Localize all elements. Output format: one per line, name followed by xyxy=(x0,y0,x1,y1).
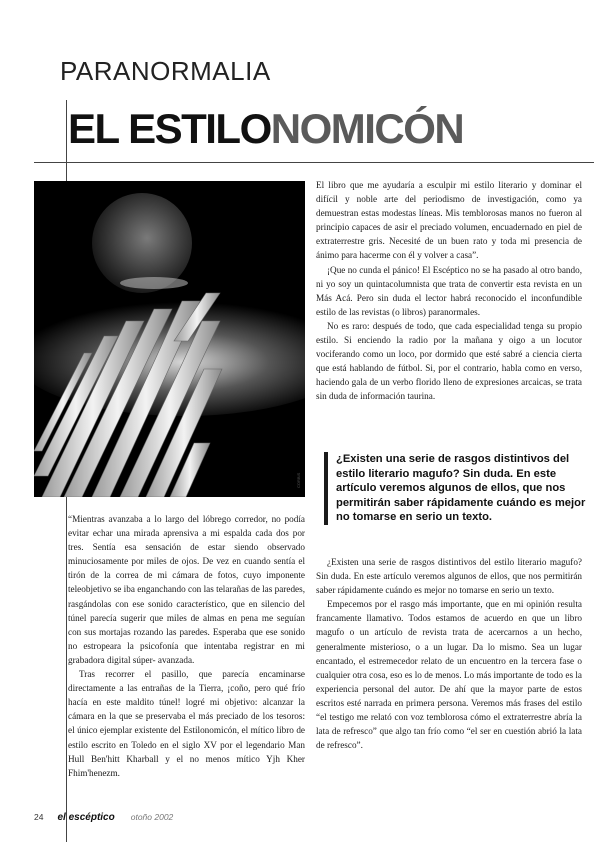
page-footer xyxy=(34,812,334,823)
section-heading: PARANORMALIA xyxy=(60,56,271,86)
article-column-left xyxy=(68,512,305,780)
body-paragraph: ¿Existen una serie de rasgos distintivos del estilo literario magufo? Sin duda. En este artículo veremos algunos de ellos, que nos permitirán saber rápidamente cuándo es mejor no tomarse en serio un texto. xyxy=(316,557,582,596)
page-number: 24 xyxy=(34,812,44,822)
body-paragraph: El libro que me ayudaría a esculpir mi estilo literario y dominar el difícil y noble arte del periodismo de investigación, como ya demuestran estas modestas líneas. Mis temblorosas manos no fueron al principio capaces de asir el preciado volumen, encuadernado en piel de extraterrestre gris. Necesité de un buen rato y toda mi presencia de ánimo para hacerme con él y volver a casa”. xyxy=(316,180,582,261)
magazine-name: el escéptico xyxy=(57,812,115,823)
pull-quote: ¿Existen una serie de rasgos distintivos del estilo literario magufo? Sin duda. En este artículo veremos algunos de ellos, que nos permitirán saber rápidamente cuándo es mejor no tomarse en serio un texto. xyxy=(324,452,595,525)
photo-credit: CORBIS xyxy=(296,472,301,488)
photo-illustration xyxy=(34,181,305,497)
title-part-dark: EL ESTILO xyxy=(68,105,271,152)
body-paragraph: Empecemos por el rasgo más importante, que en mi opinión resulta francamente llamativo. Todos estamos de acuerdo en que un libro magufo o un artículo de revista trata de acercarnos a un hecho, generalmente misterioso, o a un lugar. Da lo mismo. Sea un lugar encantado, el estremecedor relato de un encuentro en la tercera fase o cualquier otra cosa, eso es lo de menos. Lo más importante de todo es la experiencia personal del autor. De ahí que la mayor parte de estos escritos esté narrada en primera persona. Veremos más frases del estilo “el testigo me relató con voz temblorosa cómo el extraterrestre abría la lata de refresco” que algo tan frío como “el ser en cuestión abrió la lata de refresco”. xyxy=(316,599,582,751)
body-paragraph: Tras recorrer el pasillo, que parecía encaminarse directamente a las entrañas de la Tierra, ¡coño, pero qué frío hacía en este maldito túnel! logré mi objetivo: alcanzar la cámara en la que se preservaba el más preciado de los tesoros: el único ejemplar existente del Estilonomicón, el mítico libro de estilo escrito en Toledo en el siglo XV por el legendario Man Hull Ben'hitt Kharball y el no menos mítico Yjh Kher Fhim'henezm. xyxy=(68,669,305,778)
article-column-right-top xyxy=(316,178,582,404)
issue-label: otoño 2002 xyxy=(130,812,174,822)
article-column-right-bottom xyxy=(316,555,582,752)
article-title xyxy=(68,105,464,152)
body-paragraph: ¡Que no cunda el pánico! El Escéptico no se ha pasado al otro bando, ni yo soy un quintacolumnista que trata de convertir esta revista en un Más Acá. Pero sin duda el lector habrá reconocido el inconfundible estilo de las revistas (o libros) paranormales. xyxy=(316,264,582,317)
title-part-gray: NOMICÓN xyxy=(270,105,464,152)
article-photo xyxy=(34,181,305,497)
body-paragraph: No es raro: después de todo, que cada especialidad tenga su propio estilo. Si enciendo la radio por la mañana y oigo a un locutor vociferando como un loco, por dormido que esté sabré a ciencia cierta que está hablando de fútbol. Si, por el contrario, habla como en verso, haciendo gala de un verbo florido lleno de expresiones arcaicas, se trata sin duda de información taurina. xyxy=(316,320,582,402)
body-paragraph: “Mientras avanzaba a lo largo del lóbrego corredor, no podía evitar echar una mirada aprensiva a mi espalda cada dos por tres. Sentía esa sensación de estar siendo observado minuciosamente por miles de ojos. De vez en cuando sentía el tirón de la correa de mi cámara de fotos, cuyo imponente teleobjetivo se iba enganchando con las telarañas de las paredes, rasgándolas con ese sonido característico, que en silencio del túnel parecía sugerir que miles de almas en pena me seguían con sus mortajas rozando las paredes. Esperaba que ese sonido no estropeara la psicofonía que intentaba registrar en mi grabadora digital súper- avanzada. xyxy=(68,514,305,665)
header-rule xyxy=(34,162,594,163)
